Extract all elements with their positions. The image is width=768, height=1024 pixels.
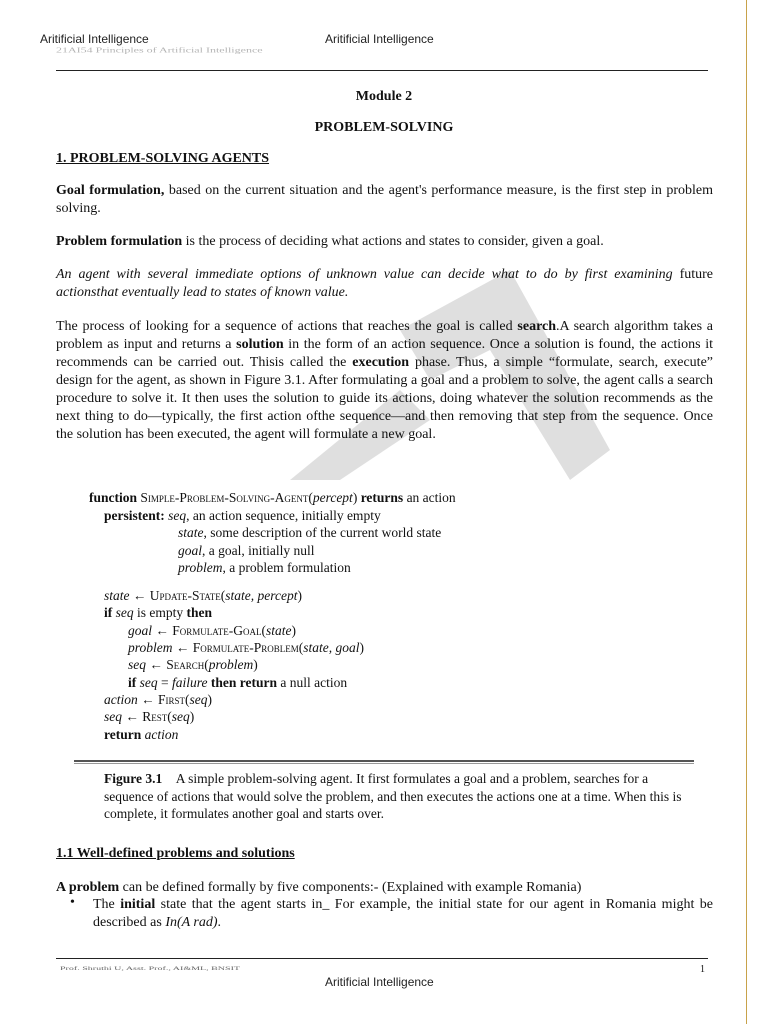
algo-line [128,674,347,692]
function-name: Simple-Problem-Solving-Agent [140,490,309,505]
paragraph-text: in the form of an action sequence. Once a solution is found, the actions it recommends can be carried out. Thisis called the [56,337,713,370]
subsection-heading: 1.1 Well-defined problems and solutions [56,846,295,861]
paragraph-text: .A search algorithm takes a problem as input and returns a [56,319,713,352]
algo-line: goal ← Formulate-Goal(state) [128,623,297,638]
italic-text: actionsthat eventually lead to states of known value. [56,285,349,300]
paragraph-text: The process of looking for a sequence of actions that reaches the goal is called [56,319,518,334]
var-desc: , a goal, initially null [202,543,315,558]
algo-line: seq ← Rest(seq) [104,709,195,724]
text: a null action [277,675,348,690]
function-name: Update-State [149,588,221,603]
page-number: 1 [700,964,705,975]
paragraph-text: based on the current situation and the agent's performance measure, is the first step in problem solving. [56,183,713,216]
var-name: state [178,525,204,540]
bold-term: A problem [56,880,120,895]
var-name: state [104,588,130,603]
var-name: seq [128,657,146,672]
paragraph-text: can be defined formally by five components:- (Explained with example Romania) [119,880,582,895]
var-name: seq [168,508,187,523]
var-desc: , a problem formulation [222,560,351,575]
module-title: Module 2 [355,89,413,104]
header-rule [56,70,708,71]
header-center: Aritificial Intelligence [325,32,434,46]
paragraph-goal-formulation [56,182,713,218]
algo-line: action ← First(seq) [104,692,213,707]
bullet-initial-state [93,896,713,932]
var-name: action [104,692,138,707]
param: percept [312,490,353,505]
bullet-icon: • [70,895,75,910]
text: is empty [133,605,187,620]
footer-rule [56,958,708,959]
algo-var [178,559,351,577]
paragraph-search-process [56,318,713,444]
paragraph-problem-components [56,879,713,897]
function-name: Formulate-Goal [172,623,262,638]
bold-term: Problem formulation [56,234,183,249]
algo-line: seq ← Search(problem) [128,657,258,672]
var-name: goal [128,623,153,638]
paragraph-text: state that the agent starts in_ For example, the initial state for our agent in Romania might be described as [93,897,714,930]
bold-term: search [517,319,557,334]
function-name: Rest [142,709,168,724]
bold-term: execution [352,355,410,370]
args: state, goal [303,640,360,655]
paragraph-text: is the process of deciding what actions and states to consider, given a goal. [182,234,604,249]
italic-text: An agent with several immediate options of unknown value can decide what to do by first examining [56,267,673,282]
paragraph-text: . [217,915,222,930]
italic-text: In(A rad) [165,915,218,930]
var-name: problem [178,560,223,575]
var-name: goal [178,543,203,558]
keyword: return [104,727,142,742]
var-name: seq [115,605,134,620]
algo-line: problem ← Formulate-Problem(state, goal) [128,640,365,655]
returns-text: an action [406,490,456,505]
keyword: if [104,605,113,620]
var-name: problem [128,640,173,655]
bold-term: initial [120,897,156,912]
args: problem [208,657,254,672]
var-name: action [144,727,179,742]
figure-rule [74,760,694,762]
figure-text: A simple problem-solving agent. It first formulates a goal and a problem, searches for a sequence of actions that would solve the problem, and then executes the actions one at a time. When this is complete, it formulates another goal and starts over. [104,771,682,821]
algo-line: state ← Update-State(state, percept) [104,588,303,603]
header-left: Aritificial Intelligence [40,32,149,46]
keyword: then [186,605,213,620]
function-name: Search [166,657,205,672]
args: seq [171,709,190,724]
page-margin-line [746,0,747,1024]
footer-ghost-text: Prof. Shruthi U, Asst. Prof., AI&ML, BNSIT [60,966,241,972]
section-heading: 1. PROBLEM-SOLVING AGENTS [56,151,270,166]
paragraph-agent-options [56,266,713,302]
args: state [266,623,292,638]
keyword: returns [360,490,404,505]
bold-term: Goal formulation, [56,183,165,198]
algo-var [178,542,315,560]
footer-center: Aritificial Intelligence [325,975,434,989]
var-desc: , some description of the current world state [203,525,442,540]
paragraph-problem-formulation [56,233,713,251]
paragraph-text: phase. Thus, a simple “formulate, search, execute” design for the agent, as shown in Figure 3.1. After formulating a goal and a problem to solve, the agent calls a search procedure to solve it. It then uses the solution to guide its actions, doing whatever the solution recommends as the next thing to do—typically, the first action ofthe sequence—and then removing that step from the sequence. Once the solution has been executed, the agent will formulate a new goal. [56,355,713,442]
args: seq [189,692,208,707]
arrow: ← [129,588,150,603]
algo-var [178,524,441,542]
arrow: ← [172,640,193,655]
arrow: ← [122,709,143,724]
header-ghost-text: 21AI54 Principles of Artificial Intelligence [56,46,263,55]
keyword: persistent: [104,508,165,523]
args: state, percept [225,588,298,603]
figure-label: Figure 3.1 [104,771,163,786]
var-name: failure [172,675,208,690]
var-desc: , an action sequence, initially empty [186,508,381,523]
figure-rule-inner [74,763,694,764]
keyword: then return [207,675,277,690]
bold-term: solution [236,337,284,352]
var-name: seq [139,675,158,690]
arrow: ← [146,657,167,672]
algo-line [104,604,212,622]
function-name: Formulate-Problem [192,640,299,655]
algo-signature: function Simple-Problem-Solving-Agent(percept) returns an action [89,490,456,505]
arrow: ← [152,623,173,638]
keyword: if [128,675,137,690]
var-name: seq [104,709,122,724]
paragraph-text: future [672,267,713,282]
figure-caption [104,770,694,823]
arrow: ← [137,692,158,707]
algo-persistent [104,507,381,525]
algo-line [104,726,178,744]
keyword: function [89,490,138,505]
text: = [157,675,172,690]
paragraph-text: The [93,897,121,912]
page-subtitle: PROBLEM-SOLVING [314,120,454,135]
function-name: First [158,692,186,707]
